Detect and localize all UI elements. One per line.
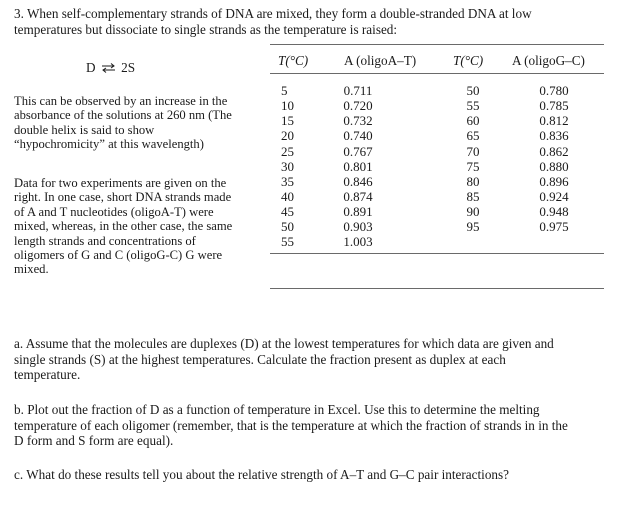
table-cell: 40 (281, 188, 294, 204)
text-line: temperature of each oligomer (remember, that is the temperature at which the fraction of strands in in the (14, 417, 568, 433)
left-paragraph-2 (14, 176, 232, 277)
question-intro-line-1: 3. When self-complementary strands of DNA are mixed, they form a double-stranded DNA at low (14, 6, 532, 21)
part-a (14, 336, 554, 383)
text-line: length strands and concentrations of (14, 233, 196, 248)
left-paragraph-1 (14, 94, 232, 152)
table-top-rule (270, 44, 604, 45)
table-cell: 60 (466, 113, 480, 129)
part-b (14, 402, 568, 449)
table-cell: 0.896 (539, 173, 569, 189)
text-line: D form and S form are equal). (14, 433, 174, 449)
text-line: of A and T nucleotides (oligoA-T) were (14, 204, 214, 219)
table-cell: 0.903 (343, 219, 373, 235)
text-line: absorbance of the solutions at 260 nm (The (14, 108, 232, 123)
table-cell: 0.780 (539, 83, 569, 98)
table-cell: 0.785 (539, 98, 569, 114)
table-cell: 0.801 (343, 158, 373, 174)
table-cell: 0.880 (539, 158, 569, 174)
table-cell: 5 (281, 83, 288, 98)
column-absorbance-gc (534, 83, 574, 234)
table-end-rule (270, 288, 604, 289)
text-line: mixed. (14, 262, 49, 277)
table-cell: 0.948 (539, 204, 569, 220)
table-header-temp-2: T(°C) (453, 53, 484, 68)
question-intro-line-2: temperatures but dissociate to single strands as the temperature is raised: (14, 22, 398, 37)
table-cell: 0.975 (539, 219, 569, 235)
table-cell: 85 (466, 188, 480, 204)
text-line: “hypochromicity” at this wavelength) (14, 137, 204, 152)
table-cell: 0.732 (343, 113, 373, 129)
column-temp-gc (462, 83, 484, 234)
text-line: This can be observed by an increase in the (14, 94, 228, 108)
table-cell: 0.924 (539, 188, 569, 204)
table-cell: 55 (466, 98, 480, 114)
text-line: right. In one case, short DNA strands made (14, 190, 232, 205)
text-line: c. What do these results tell you about the relative strength of A–T and G–C pair interactions? (14, 467, 510, 482)
text-line: temperature. (14, 367, 81, 383)
table-cell: 35 (281, 173, 294, 189)
table-cell: 95 (466, 219, 480, 235)
table-cell: 80 (466, 173, 480, 189)
column-temp-at (281, 83, 307, 250)
text-line: b. Plot out the fraction of D as a function of temperature in Excel. Use this to determine the melting (14, 402, 540, 417)
table-cell: 0.874 (343, 188, 373, 204)
table-cell: 0.767 (343, 143, 373, 159)
table-cell: 50 (466, 83, 480, 98)
table-cell: 0.891 (343, 204, 373, 220)
table-cell: 25 (281, 143, 294, 159)
table-cell: 0.862 (539, 143, 569, 159)
table-cell: 30 (281, 158, 294, 174)
table-header-absorbance-gc: A (oligoG–C) (512, 53, 585, 68)
table-header-absorbance-at: A (oligoA–T) (344, 53, 417, 68)
table-cell: 50 (281, 219, 294, 235)
column-absorbance-at (338, 83, 378, 250)
table-cell: 15 (281, 113, 294, 129)
text-line: mixed, whereas, in the other case, the same (14, 219, 233, 234)
table-cell: 0.812 (539, 113, 569, 129)
table-cell: 10 (281, 98, 294, 114)
reaction-product: 2S (121, 60, 136, 75)
table-cell: 1.003 (343, 234, 373, 250)
table-cell: 0.740 (343, 128, 373, 144)
table-cell: 55 (281, 234, 294, 250)
table-bottom-rule (270, 253, 604, 254)
equilibrium-arrow-icon (102, 61, 115, 71)
reaction-equation (86, 60, 135, 76)
table-cell: 0.836 (539, 128, 569, 144)
part-c (14, 467, 509, 483)
text-line: single strands (S) at the highest temperatures. Calculate the fraction present as duplex at each (14, 351, 506, 367)
table-cell: 90 (466, 204, 480, 220)
text-line: a. Assume that the molecules are duplexes (D) at the lowest temperatures for which data are given and (14, 336, 554, 351)
table-header-rule (270, 73, 604, 74)
table-cell: 20 (281, 128, 294, 144)
table-cell: 45 (281, 204, 294, 220)
table-cell: 70 (466, 143, 480, 159)
reaction-reactant: D (86, 60, 96, 75)
table-cell: 65 (466, 128, 480, 144)
text-line: Data for two experiments are given on the (14, 176, 227, 190)
table-header-temp-1: T(°C) (278, 53, 309, 68)
text-line: oligomers of G and C (oligoG-C) G were (14, 248, 223, 263)
table-cell: 0.720 (343, 98, 373, 114)
table-cell: 0.711 (343, 83, 373, 98)
text-line: double helix is said to show (14, 122, 155, 137)
table-cell: 0.846 (343, 173, 373, 189)
table-cell: 75 (466, 158, 480, 174)
